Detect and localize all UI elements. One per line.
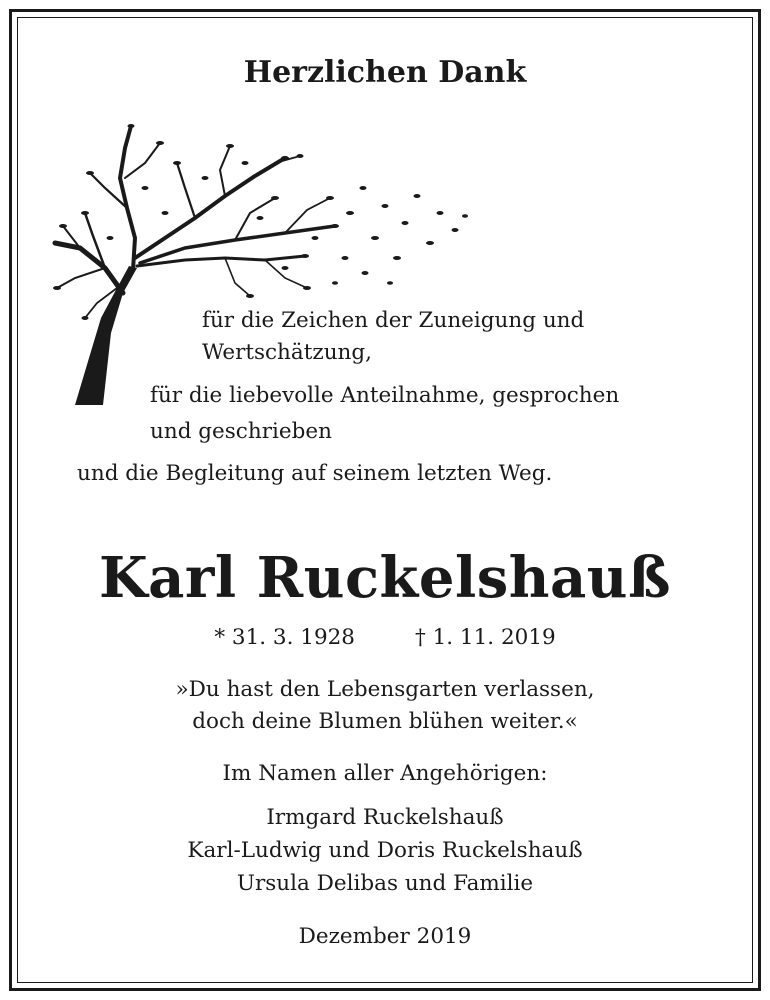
family-member: Karl-Ludwig und Doris Ruckelshauß xyxy=(187,838,583,863)
quote-line: »Du hast den Lebensgarten verlassen, xyxy=(175,677,595,702)
family-intro: Im Namen aller Angehörigen: xyxy=(222,761,548,786)
family-member: Ursula Delibas und Familie xyxy=(236,871,534,896)
life-dates xyxy=(0,627,770,649)
thanks-line: für die Zeichen der Zuneigung und xyxy=(202,308,585,333)
thanks-line: und die Begleitung auf seinem letzten Weg. xyxy=(77,461,553,486)
notice-heading: Herzlichen Dank xyxy=(243,55,527,90)
thanks-line: und geschrieben xyxy=(150,419,332,444)
deceased-name: Karl Ruckelshauß xyxy=(98,545,672,611)
thanks-line: Wertschätzung, xyxy=(202,340,372,365)
date-line: Dezember 2019 xyxy=(298,924,472,949)
thanks-line: für die liebevolle Anteilnahme, gesprochen xyxy=(150,383,620,408)
birth-date: * 31. 3. 1928 xyxy=(214,625,355,650)
family-member: Irmgard Ruckelshauß xyxy=(266,805,504,830)
quote-line: doch deine Blumen blühen weiter.« xyxy=(192,709,578,734)
death-date: † 1. 11. 2019 xyxy=(415,625,556,650)
